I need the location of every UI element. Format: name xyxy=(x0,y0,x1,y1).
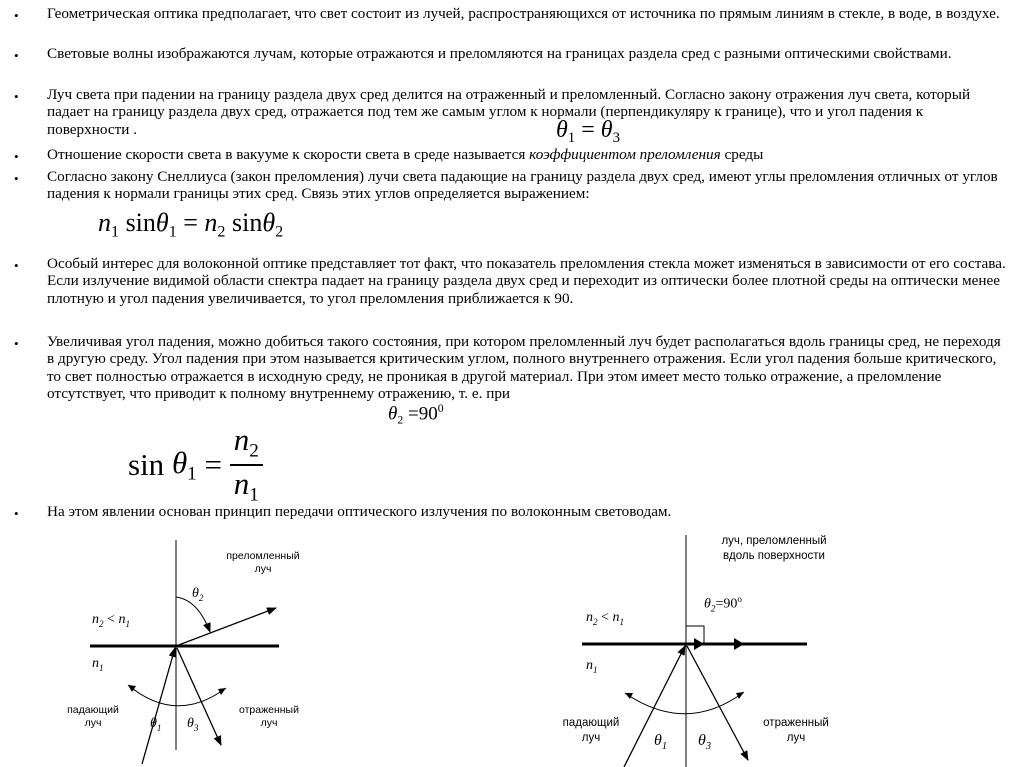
paragraph-fiber-interest: Особый интерес для волоконной оптике представляет тот факт, что показатель преломления стекла может изменяться в зависимости от его состава. Если излучение видимой области спектра падает на границу раздела двух сред и переходит из оптически более плотной среды на оптически менее плотную и угол падения увеличивается, то угол преломления приближается к 90. xyxy=(47,255,1006,307)
formula-snell: $n_1$ $\sin\theta_1 = n_2$ sinθ$_2$ xyxy=(98,208,284,241)
formula-critical-angle: $\theta_2 =90^0$ xyxy=(388,402,444,427)
formula-critical-sin: $\sin \theta_1$ = $\frac{n_2}{n_1}$ xyxy=(128,424,263,506)
theta-reflected-right: $\theta_3$ xyxy=(698,732,712,753)
paragraph-total-internal-reflection: Увеличивая угол падения, можно добиться такого состояния, при котором преломленный луч будет располагаться вдоль границы сред, не переходя в другую среду. Угол падения при этом называется критическим углом, полного внутреннего отражения. Если угол падения больше критического, то свет полностью отражается в исходную среду, не проникая в другой материал. При этом имеет место только отражение, а преломление отсутствует, что приводит к полному внутреннему отражению, т. е. при xyxy=(47,333,1001,403)
paragraph-geometric-optics: Геометрическая оптика предполагает, что свет состоит из лучей, распространяющихся от источника по прямым линиям в стекле, в воде, в воздухе. xyxy=(47,5,1000,22)
diagram-refraction xyxy=(0,530,512,767)
bullet: • xyxy=(14,89,19,104)
bullet: • xyxy=(14,506,19,521)
paragraph-refractive-index: Отношение скорости света в вакууме к скорости света в среде называется коэффициентом преломления среды xyxy=(47,146,764,163)
bullet: • xyxy=(14,258,19,273)
bullet: • xyxy=(14,8,19,23)
paragraph-snell-law: Согласно закону Снеллиуса (закон преломления) лучи света падающие на границу раздела двух сред, имеют углы преломления отличных от углов падения к нормали границы этих сред. Связь этих углов определяется выражением: xyxy=(47,168,998,203)
diagram-total-internal-reflection xyxy=(512,530,1024,767)
label-refracted-ray: преломленный луч xyxy=(226,550,300,575)
emphasis-refractive-index: коэффициентом преломления xyxy=(529,146,721,163)
paragraph-reflection-law: Луч света при падении на границу раздела двух сред делится на отраженный и преломленный. Согласно закону отражения луч света, который падает на границу раздела двух сред, отражается под тем же самым углом к нормали (перпендикуляру к границе), что и угол падения к поверхности . xyxy=(47,86,971,138)
formula-reflection: $\theta_1 = \theta_3$ xyxy=(556,117,621,147)
paragraph-light-waves: Световые волны изображаются лучам, которые отражаются и преломляются на границах раздела сред с разными оптическими свойствами. xyxy=(47,45,952,62)
theta-incident: $\theta_1$ xyxy=(150,716,162,733)
bullet: • xyxy=(14,149,19,164)
label-reflected-ray-right: отраженный луч xyxy=(763,717,829,744)
bullet: • xyxy=(14,48,19,63)
bullet: • xyxy=(14,336,19,351)
label-surface-ray: луч, преломленный вдоль поверхности xyxy=(721,535,827,562)
theta-incident-right: $\theta_1$ xyxy=(654,732,668,753)
theta-critical: $\theta_2=90^o$ xyxy=(704,594,742,614)
medium-label-right: $n_1$ xyxy=(586,658,598,675)
media-relation: $n_2 < n_1$ xyxy=(92,612,130,629)
fraction: $\frac{n_2}{n_1}$ xyxy=(230,424,263,506)
label-reflected-ray: отраженный луч xyxy=(239,704,299,729)
label-incident-ray: падающий луч xyxy=(67,704,119,729)
media-relation-right: $n_2 < n_1$ xyxy=(586,610,624,627)
theta-reflected: $\theta_3$ xyxy=(187,716,199,733)
medium-label: $n_1$ xyxy=(92,656,104,673)
label-incident-ray-right: падающий луч xyxy=(562,717,620,744)
bullet: • xyxy=(14,171,19,186)
paragraph-fiber-principle: На этом явлении основан принцип передачи оптического излучения по волоконным световодам. xyxy=(47,503,672,520)
theta-refracted: $\theta_2$ xyxy=(192,586,204,603)
